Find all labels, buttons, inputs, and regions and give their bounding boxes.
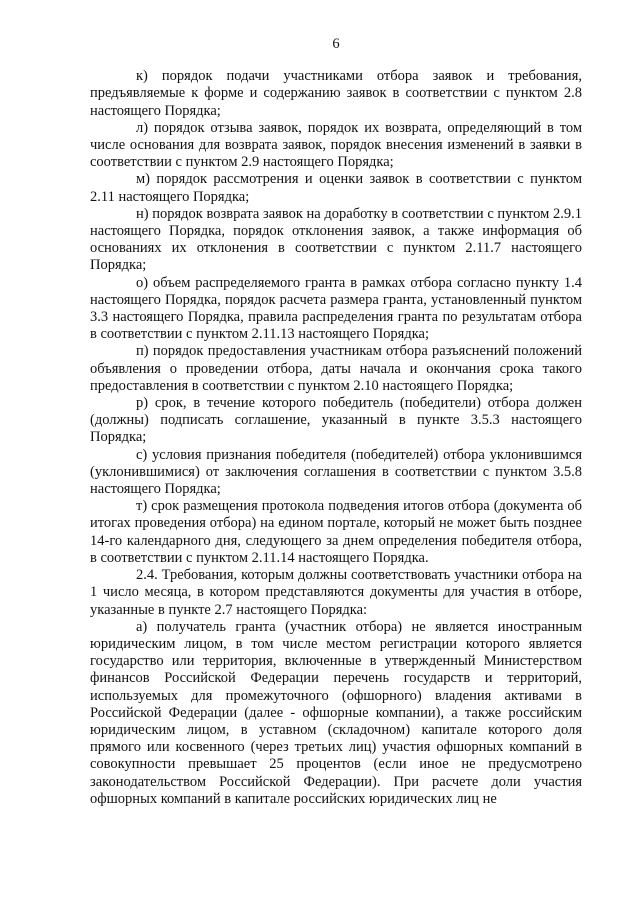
paragraph-m: м) порядок рассмотрения и оценки заявок в соответствии с пунктом 2.11 настоящего Порядка; <box>90 171 582 205</box>
paragraph-s: с) условия признания победителя (победителей) отбора уклонившимся (уклонившимися) от заключения соглашения в соответствии с пунктом 3.5.8 настоящего Порядка; <box>90 446 582 498</box>
paragraph-p: п) порядок предоставления участникам отбора разъяснений положений объявления о проведении отбора, даты начала и окончания срока такого предоставления в соответствии с пунктом 2.10 настоящего Порядка; <box>90 343 582 394</box>
paragraph-t: т) срок размещения протокола подведения итогов отбора (документа об итогах проведения отбора) на едином портале, который не может быть позднее 14-го календарного дня, следующего за днем определения победителя отбора, в соответствии с пунктом 2.11.14 настоящего Порядка. <box>90 498 582 566</box>
paragraph-r: р) срок, в течение которого победитель (победители) отбора должен (должны) подписать соглашение, указанный в пункте 3.5.3 настоящего Порядка; <box>90 395 582 446</box>
paragraph-a: а) получатель гранта (участник отбора) не является иностранным юридическим лицом, в том числе местом регистрации которого является государство или территория, включенные в утвержденный Министерством финансов Российской Федерации перечень государств и территорий, используемых для промежуточного (офшорного) владения активами в Российской Федерации (далее - офшорные компании), а также российским юридическим лицом, в уставном (складочном) капитале которого доля прямого или косвенного (через третьих лиц) участия офшорных компаний в совокупности превышает 25 процентов (если иное не предусмотрено законодательством Российской Федерации). При расчете доли участия офшорных компаний в капитале российских юридических лиц не <box>90 618 582 807</box>
page-number: 6 <box>332 36 340 52</box>
paragraph-2-4: 2.4. Требования, которым должны соответствовать участники отбора на 1 число месяца, в котором представляются документы для участия в отборе, указанные в пункте 2.7 настоящего Порядка: <box>90 567 582 618</box>
paragraph-k: к) порядок подачи участниками отбора заявок и требования, предъявляемые к форме и содержанию заявок в соответствии с пунктом 2.8 настоящего Порядка; <box>90 68 582 119</box>
paragraph-o: о) объем распределяемого гранта в рамках отбора согласно пункту 1.4 настоящего Порядка, порядок расчета размера гранта, установленный пунктом 3.3 настоящего Порядка, правила распределения гранта по результатам отбора в соответствии с пунктом 2.11.13 настоящего Порядка; <box>90 274 582 343</box>
paragraph-n: н) порядок возврата заявок на доработку в соответствии с пунктом 2.9.1 настоящего Порядка, порядок отклонения заявок, а также информация об основаниях их отклонения в соответствии с пунктом 2.11.7 настоящего Порядка; <box>90 205 582 274</box>
paragraph-l: л) порядок отзыва заявок, порядок их возврата, определяющий в том числе основания для возврата заявок, порядок внесения изменений в заявки в соответствии с пунктом 2.9 настоящего Порядка; <box>90 119 582 171</box>
document-page <box>90 36 582 808</box>
